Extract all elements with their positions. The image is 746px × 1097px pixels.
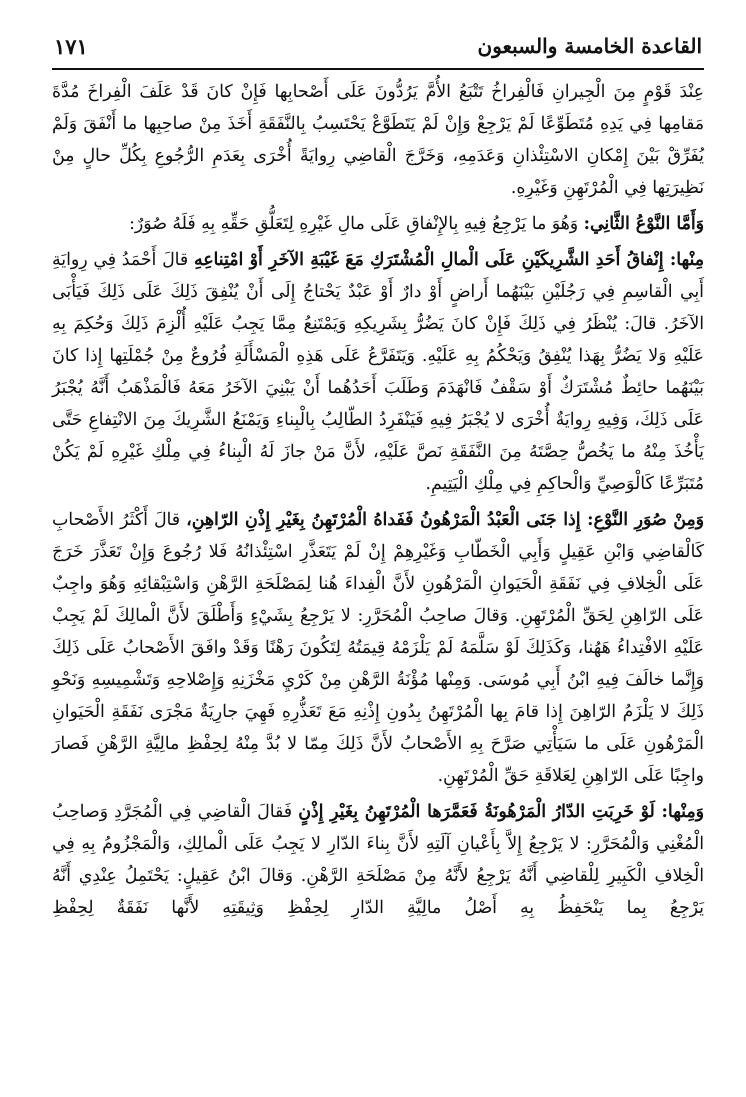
paragraph-text: فَقالَ الْقاضِي فِي الْمُجَرَّدِ وَصاحِبُ الْمُغْنِي وَالْمُحَرَّرِ: لا يَرْجِعُ إِلاَّ بِأَعْيانِ آلَتِهِ لأَنَّ بِناءَ الدّارِ لا يَجِبُ عَلَى الْمالِكِ، وَالْمَجْزُومُ بِهِ فِي الْخِلافِ الْكَبِيرِ لِلْقاضِي أَنَّهُ يَرْجِعُ لأَنَّهُ مِنْ مَصْلَحَةِ الرَّهْنِ. وَقالَ ابْنُ عَقِيلٍ: يَحْتَمِلُ عِنْدِي أَنَّهُ يَرْجِعُ بِما يَنْحَفِظُ بِهِ أَصْلُ مالِيَّةِ الدّارِ لِحِفْظِ وَثِيقَتِهِ لأَنَّها نَفَقَةٌ لِحِفْظِ — [52, 802, 704, 918]
paragraph-text: عِنْدَ قَوْمٍ مِنَ الْجِيرانِ فَالْفِراخُ تَتْبَعُ الأُمَّ يَرُدُّونَ عَلَى أَصْحابِها فَإِنْ كانَ قَدْ عَلَفَ الْفِراخَ مُدَّةَ مَقامِها فِي يَدِهِ مُتَطَوِّعًا لَمْ يَرْجِعْ وَإِنْ لَمْ يَتَطَوَّعْ يَحْتَسِبُ بِالنَّفَقَةِ أَخَذَ مِنْ صاحِبِها ما أَنْفَقَ وَلَمْ يُفَرِّقْ بَيْنَ إِمْكانِ الاسْتِئْذانِ وَعَدَمِهِ، وَخَرَّجَ الْقاضِي رِوايَةً أُخْرَى بِعَدَمِ الرُّجُوعِ بِكُلِّ حالٍ مِنْ نَظِيرَتِها فِي الْمُرْتَهِنِ وَغَيْرِهِ. — [52, 82, 704, 198]
paragraph-lead: مِنْها: إِنْفاقُ أَحَدِ الشَّرِيكَيْنِ عَلَى الْمالِ الْمُشْتَرَكِ مَعَ غَيْبَةِ الآخَرِ أَوْ امْتِناعِهِ — [193, 250, 704, 270]
page-body — [52, 76, 704, 924]
running-title: القاعدة الخامسة والسبعون — [477, 34, 702, 58]
paragraph-lead: وَمِنْ صُوَرِ النَّوْعِ: إِذا جَنَى الْعَبْدُ الْمَرْهُونُ فَفَداهُ الْمُرْتَهِنُ بِغَيْرِ إِذْنِ الرّاهِنِ، — [186, 510, 704, 530]
paragraph-text: قالَ أَكْثَرُ الأَصْحابِ كَالْقاضِي وَابْنِ عَقِيلٍ وَأَبِي الْخَطّابِ وَغَيْرِهِمْ إِنْ لَمْ يَتَعَذَّرِ اسْتِئْذانُهُ فَلا رُجُوعَ وَإِنْ تَعَذَّرَ خَرَجَ عَلَى الْخِلافِ فِي نَفَقَةِ الْحَيَوانِ الْمَرْهُونِ لأَنَّ الْفِداءَ هُنا لِمَصْلَحَةِ الرَّهْنِ وَاسْتِبْقائِهِ وَهُوَ واجِبٌ عَلَى الرّاهِنِ لِحَقِّ الْمُرْتَهِنِ. وَقالَ صاحِبُ الْمُحَرَّرِ: لا يَرْجِعُ بِشَيْءٍ وَأَطْلَقَ لأَنَّ الْمالِكَ لَمْ يَجِبْ عَلَيْهِ الافْتِداءُ هَهُنا، وَكَذَلِكَ لَوْ سَلَّمَهُ لَمْ يَلْزَمْهُ قِيمَتُهُ لِتَكُونَ رَهْنًا وَقَدْ وافَقَ الأَصْحابُ عَلَى ذَلِكَ وَإِنَّما خالَفَ فِيهِ ابْنُ أَبِي مُوسَى. وَمِنْها مُؤْنَةُ الرَّهْنِ مِنْ كَرْيِ مَخْزَنِهِ وَإِصْلاحِهِ وَتَشْمِيسِهِ وَنَحْوِ ذَلِكَ لا يَلْزَمُ الرّاهِنَ إِذا قامَ بِها الْمُرْتَهِنُ بِدُونِ إِذْنِهِ مَعَ تَعَذُّرِهِ فَهِيَ جارِيَةٌ مَجْرَى نَفَقَةِ الْحَيَوانِ الْمَرْهُونِ عَلَى ما سَيَأْتِي صَرَّحَ بِهِ الأَصْحابُ لأَنَّ ذَلِكَ مِمّا لا بُدَّ مِنْهُ لِحِفْظِ مالِيَّةِ الرَّهْنِ فَصارَ واجِبًا عَلَى الرّاهِنِ لِعَلاقَةِ حَقِّ الْمُرْتَهِنِ. — [52, 510, 704, 786]
paragraph-2 — [52, 208, 704, 240]
paragraph-lead: وَمِنْها: لَوْ خَرِبَتِ الدّارُ الْمَرْهُونَةُ فَعَمَّرَها الْمُرْتَهِنُ بِغَيْرِ إِذْنٍ — [298, 802, 704, 822]
paragraph-5 — [52, 796, 704, 924]
paragraph-4 — [52, 504, 704, 792]
paragraph-text: وَهُوَ ما يَرْجِعُ فِيهِ بِالإِنْفاقِ عَلَى مالِ غَيْرِهِ لِتَعَلُّقِ حَقِّهِ بِهِ فَلَهُ صُوَرٌ: — [129, 214, 584, 234]
paragraph-1 — [52, 76, 704, 204]
page-header — [52, 34, 704, 68]
paragraph-3 — [52, 244, 704, 500]
paragraph-text: قالَ أَحْمَدُ فِي رِوايَةِ أَبِي الْقاسِمِ فِي رَجُلَيْنِ بَيْنَهُما أَراضٍ أَوْ دارٌ أَوْ عَبْدٌ يَحْتاجُ إِلَى أَنْ يُنْفِقَ ذَلِكَ عَلَى ذَلِكَ فَيَأْبَى الآخَرُ. قالَ: يُنْظَرُ فِي ذَلِكَ فَإِنْ كانَ يَضُرُّ بِشَرِيكِهِ وَيَمْتَنِعُ مِمَّا يَجِبُ عَلَيْهِ أُلْزِمَ ذَلِكَ وَحُكِمَ بِهِ عَلَيْهِ وَلا يَضُرُّ بِهَذا يُنْفِقُ وَيَحْكُمُ بِهِ عَلَيْهِ. وَيَتَفَرَّعُ عَلَى هَذِهِ الْمَسْأَلَةِ فُرُوعٌ مِنْ جُمْلَتِها إِذا كانَ بَيْنَهُما حائِطٌ مُشْتَرَكٌ أَوْ سَقْفٌ فَانْهَدَمَ وَطَلَبَ أَحَدُهُما أَنْ يَبْنِيَ الآخَرُ مَعَهُ فَالْمَذْهَبُ أَنَّهُ يُجْبَرُ عَلَى ذَلِكَ، وَفِيهِ رِوايَةٌ أُخْرَى لا يُجْبَرُ فِيهِ فَيَنْفَرِدُ الطّالِبُ بِالْبِناءِ وَيَمْنَعُ الشَّرِيكَ مِنَ الانْتِفاعِ حَتَّى يَأْخُذَ مِنْهُ ما يَخُصُّ حِصَّتَهُ مِنَ النَّفَقَةِ نَصَّ عَلَيْهِ، لأَنَّ مَنْ جازَ لَهُ الْبِناءُ فِي مِلْكِ غَيْرِهِ لَمْ يَكُنْ مُتَبَرِّعًا كَالْوَصِيِّ وَالْحاكِمِ فِي مِلْكِ الْيَتِيمِ. — [52, 250, 704, 494]
page-number: ١٧١ — [54, 34, 88, 59]
book-page — [52, 34, 704, 1074]
paragraph-lead: وَأَمَّا النَّوْعُ الثَّانِي: — [583, 214, 704, 234]
header-rule — [52, 68, 704, 70]
